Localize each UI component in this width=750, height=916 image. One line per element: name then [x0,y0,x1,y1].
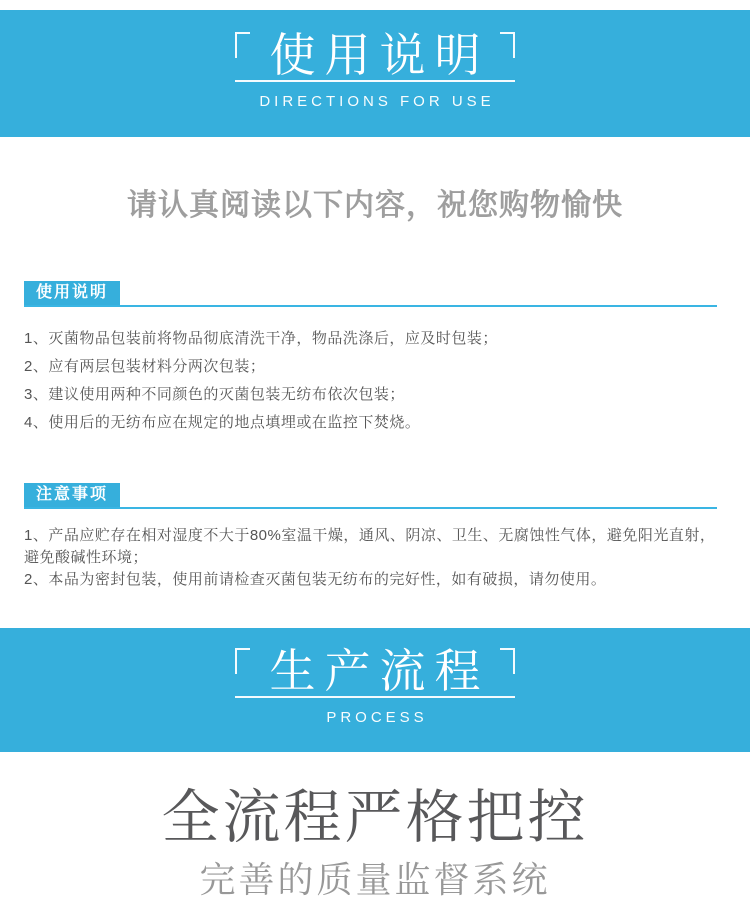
directions-banner [0,10,750,137]
banner-title-frame [235,645,515,698]
list-item: 1、产品应贮存在相对湿度不大于80%室温干燥，通风、阴凉、卫生、无腐蚀性气体，避免阳光直射，避免酸碱性环境； [24,527,716,566]
process-banner-title: 生产流程 [269,645,490,697]
process-banner-subtitle: PROCESS [326,709,428,726]
directions-banner-subtitle: DIRECTIONS FOR USE [259,93,495,110]
directions-banner-title: 使用说明 [269,29,490,81]
directions-section-header [24,281,717,307]
cautions-list [24,525,717,591]
directions-section [0,281,750,431]
list-item: 3、建议使用两种不同颜色的灭菌包装无纺布依次包装； [24,386,405,403]
list-item: 4、使用后的无纺布应在规定的地点填埋或在监控下焚烧。 [24,414,421,431]
list-item: 2、应有两层包装材料分两次包装； [24,358,266,375]
directions-section-label: 使用说明 [24,281,120,305]
list-item: 2、本品为密封包装，使用前请检查灭菌包装无纺布的完好性，如有破损，请勿使用。 [24,571,607,588]
cautions-section-label: 注意事项 [24,483,120,507]
process-banner [0,628,750,752]
list-item: 1、灭菌物品包装前将物品彻底清洗干净，物品洗涤后，应及时包装； [24,330,498,347]
footer-subtitle: 完善的质量监督系统 [199,859,551,900]
footer-headline [0,752,750,916]
directions-list [24,331,717,431]
purchase-notice: 请认真阅读以下内容，祝您购物愉快 [127,189,623,222]
banner-title-frame [235,29,515,82]
cautions-section-header [24,483,717,509]
footer-title: 全流程严格把控 [161,785,589,850]
cautions-section [0,483,750,591]
